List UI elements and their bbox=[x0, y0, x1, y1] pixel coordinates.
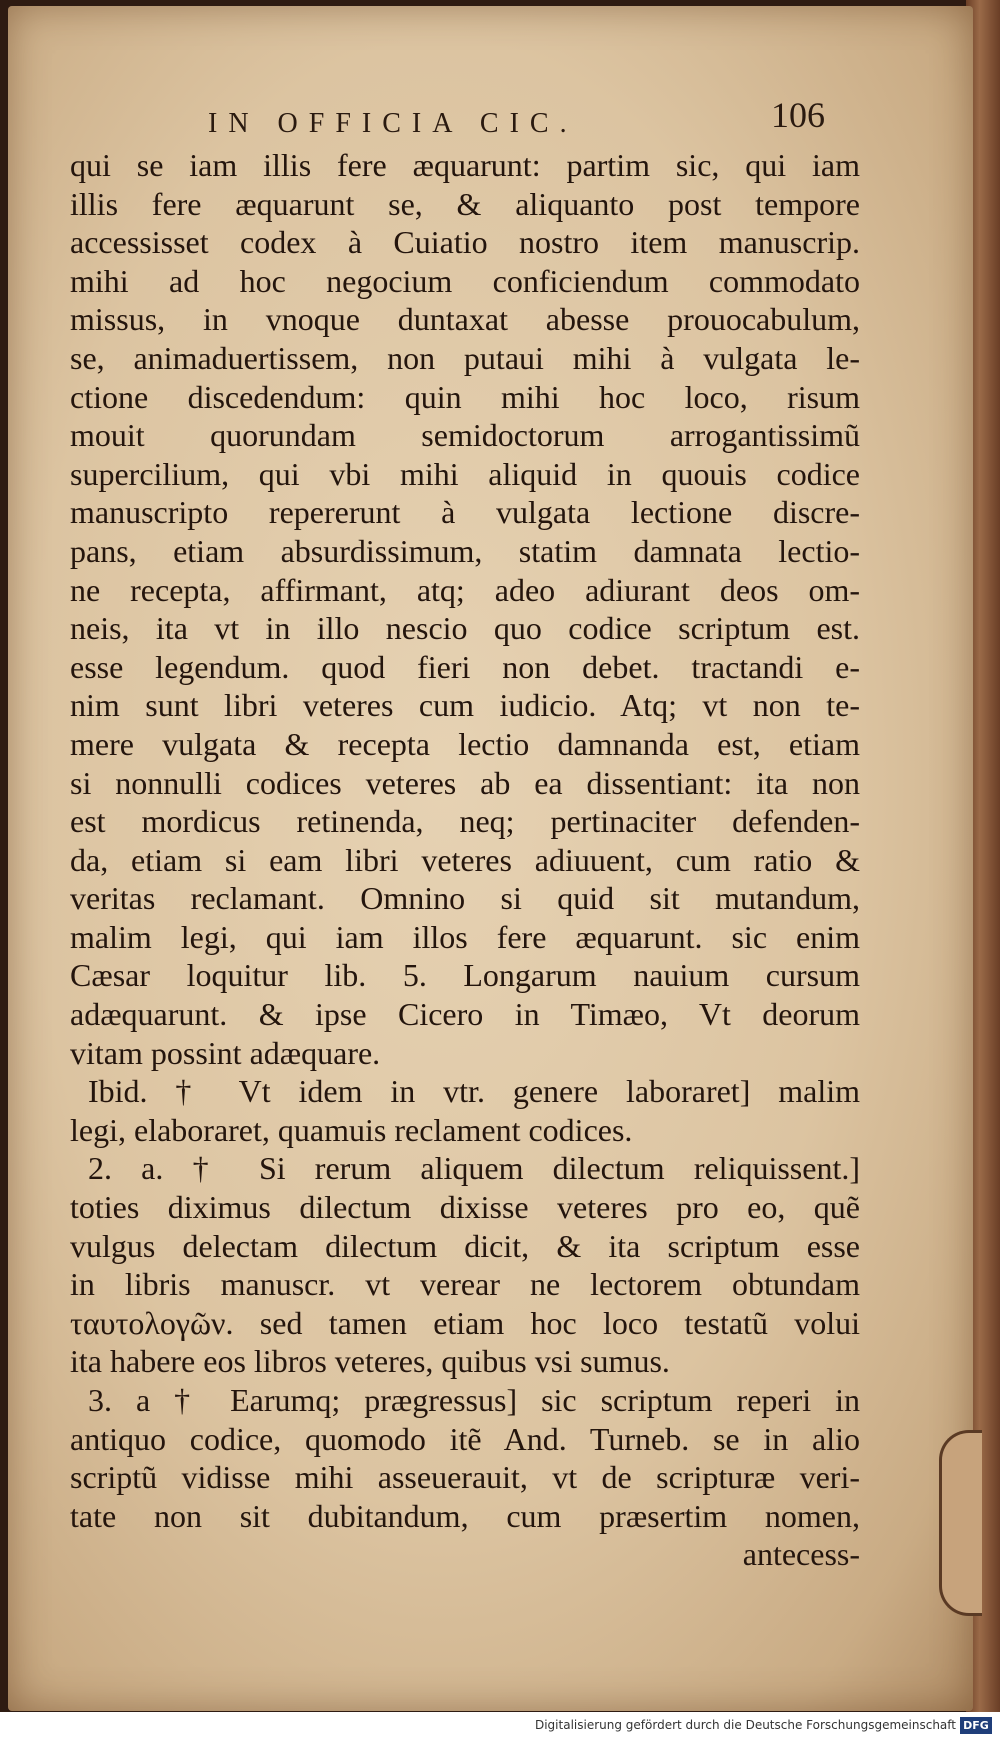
text-line: qui se iam illis fere æquarunt: partim sic, qui iam bbox=[70, 147, 860, 183]
text-line: missus, in vnoque duntaxat abesse prouocabulum, bbox=[70, 301, 860, 338]
dfg-logo: DFG bbox=[960, 1717, 992, 1734]
note-line: 2. a. † Si rerum aliquem dilectum reliquissent.] bbox=[88, 1150, 860, 1187]
note-line: ταυτολογῶν. sed tamen etiam hoc loco testatũ volui bbox=[70, 1304, 860, 1341]
text-line: malim legi, qui iam illos fere æquarunt. sic enim bbox=[70, 918, 860, 955]
note-line: tate non sit dubitandum, cum præsertim nomen, bbox=[70, 1497, 860, 1534]
book-page bbox=[8, 6, 973, 1711]
note-line: 3. a † Earumq; prægressus] sic scriptum reperi in bbox=[88, 1382, 860, 1418]
page-number: 106 bbox=[771, 95, 825, 135]
text-line: ne recepta, affirmant, atq; adeo adiurant deos om- bbox=[70, 571, 860, 608]
text-line: pans, etiam absurdissimum, statim damnata lectio- bbox=[70, 532, 860, 569]
text-line: vitam possint adæquare. bbox=[70, 1034, 381, 1071]
text-line: da, etiam si eam libri veteres adiuuent, cum ratio & bbox=[70, 841, 860, 878]
book-clasp bbox=[939, 1430, 982, 1616]
text-line: est mordicus retinenda, neq; pertinaciter defenden- bbox=[70, 803, 860, 840]
catchword: antecess- bbox=[742, 1536, 860, 1573]
text-line: esse legendum. quod fieri non debet. tractandi e- bbox=[70, 648, 860, 685]
text-line: mouit quorundam semidoctorum arrogantissimũ bbox=[70, 417, 860, 454]
text-line: Cæsar loquitur lib. 5. Longarum nauium cursum bbox=[70, 957, 860, 994]
text-line: neis, ita vt in illo nescio quo codice scriptum est. bbox=[70, 610, 860, 647]
text-line: illis fere æquarunt se, & aliquanto post tempore bbox=[70, 185, 860, 222]
text-line: adæquarunt. & ipse Cicero in Timæo, Vt deorum bbox=[70, 996, 860, 1033]
funding-credit: Digitalisierung gefördert durch die Deutsche Forschungsgemeinschaft bbox=[534, 1718, 956, 1732]
note-line: Ibid. † Vt idem in vtr. genere laboraret] malim bbox=[88, 1073, 860, 1110]
text-line: si nonnulli codices veteres ab ea dissentiant: ita non bbox=[70, 764, 860, 801]
note-line: scriptũ vidisse mihi asseuerauit, vt de scripturæ veri- bbox=[70, 1459, 860, 1496]
note-line: vulgus delectam dilectum dicit, & ita scriptum esse bbox=[70, 1227, 860, 1264]
note-line: legi, elaboraret, quamuis reclament codices. bbox=[70, 1111, 633, 1148]
text-line: manuscripto repererunt à vulgata lectione discre- bbox=[70, 494, 860, 531]
note-line: antiquo codice, quomodo itẽ And. Turneb. se in alio bbox=[70, 1420, 860, 1457]
text-line: mihi ad hoc negocium conficiendum commodato bbox=[70, 262, 860, 299]
text-line: mere vulgata & recepta lectio damnanda est, etiam bbox=[70, 725, 860, 762]
text-line: accessisset codex à Cuiatio nostro item manuscrip. bbox=[70, 224, 860, 261]
text-line: se, animaduertissem, non putaui mihi à vulgata le- bbox=[70, 339, 860, 376]
note-line: toties diximus dilectum dixisse veteres pro eo, quẽ bbox=[70, 1189, 860, 1226]
text-line: veritas reclamant. Omnino si quid sit mutandum, bbox=[70, 880, 860, 917]
running-title: IN OFFICIA CIC. bbox=[208, 108, 578, 139]
note-line: ita habere eos libros veteres, quibus vsi sumus. bbox=[70, 1343, 670, 1380]
text-line: ctione discedendum: quin mihi hoc loco, risum bbox=[70, 378, 860, 415]
note-line: in libris manuscr. vt verear ne lectorem obtundam bbox=[70, 1266, 860, 1303]
text-line: supercilium, qui vbi mihi aliquid in quouis codice bbox=[70, 455, 860, 492]
digitization-footer bbox=[0, 1712, 1000, 1742]
text-line: nim sunt libri veteres cum iudicio. Atq; vt non te- bbox=[70, 687, 860, 724]
body-text bbox=[70, 146, 860, 1574]
page-header bbox=[8, 94, 973, 144]
